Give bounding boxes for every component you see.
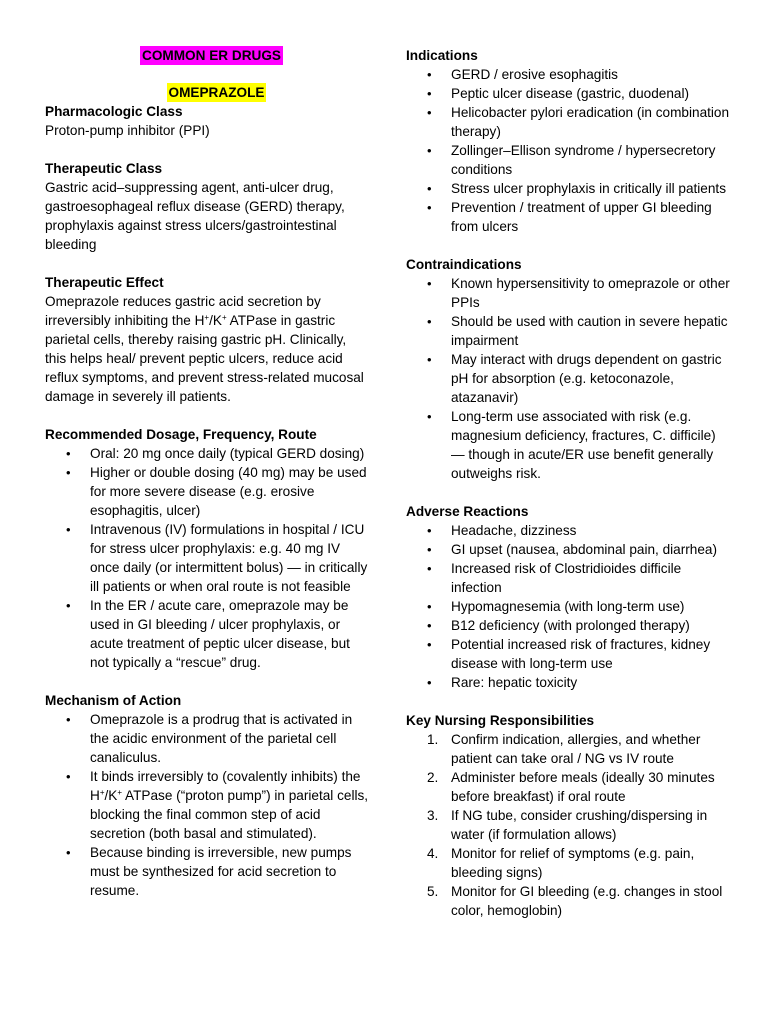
therapeutic-class-heading: Therapeutic Class	[45, 161, 163, 176]
list-number: 1.	[427, 732, 439, 747]
superscript-plus: +	[204, 313, 210, 322]
list-item: • Because binding is irreversible, new pumps must be synthesized for acid secretion to resume.	[45, 843, 370, 900]
list-item: • Known hypersensitivity to omeprazole or other PPIs	[406, 274, 731, 312]
list-item: • In the ER / acute care, omeprazole may be used in GI bleeding / ulcer prophylaxis, or acute treatment of peptic ulcer disease, but not typically a “rescue” drug.	[45, 596, 370, 672]
list-item: • Zollinger–Ellison syndrome / hypersecretory conditions	[406, 141, 731, 179]
mechanism-item2-a: It binds irreversibly to (covalently inhibits) the H	[90, 769, 361, 803]
list-number: 2.	[427, 770, 439, 785]
list-item: • Should be used with caution in severe hepatic impairment	[406, 312, 731, 350]
list-item	[406, 768, 731, 806]
list-item: • Headache, dizziness	[406, 521, 731, 540]
left-column	[45, 46, 370, 900]
list-item	[45, 767, 370, 843]
therapeutic-effect-text-c: ATPase in gastric parietal cells, thereby raising gastric pH. Clinically, this helps heal/ prevent peptic ulcers, reduce acid reflux symptoms, and prevent stress-related mucosal damage in severely ill patients.	[45, 313, 364, 404]
dosage-list	[45, 444, 370, 672]
pharmacologic-class-heading: Pharmacologic Class	[45, 104, 183, 119]
mechanism-item2-b: /K	[104, 788, 118, 803]
section-dosage	[45, 425, 370, 672]
adverse-reactions-heading: Adverse Reactions	[406, 504, 529, 519]
indications-heading: Indications	[406, 48, 478, 63]
drug-name: OMEPRAZOLE	[168, 85, 265, 100]
section-therapeutic-effect	[45, 273, 370, 406]
document-title: COMMON ER DRUGS	[142, 48, 281, 63]
list-item: • Increased risk of Clostridioides difficile infection	[406, 559, 731, 597]
section-therapeutic-class	[45, 159, 370, 254]
superscript-plus: +	[221, 313, 227, 322]
list-item: • Omeprazole is a prodrug that is activated in the acidic environment of the parietal cell canaliculus.	[45, 710, 370, 767]
list-item: • GI upset (nausea, abdominal pain, diarrhea)	[406, 540, 731, 559]
therapeutic-effect-text-a: Omeprazole reduces gastric acid secretion by irreversibly inhibiting the H	[45, 294, 321, 328]
section-contraindications	[406, 255, 731, 483]
right-column	[406, 46, 731, 920]
pharmacologic-class-text: Proton-pump inhibitor (PPI)	[45, 123, 210, 138]
therapeutic-effect-text	[45, 292, 370, 406]
list-item: • Hypomagnesemia (with long-term use)	[406, 597, 731, 616]
nursing-responsibilities-list	[406, 730, 731, 920]
superscript-plus: +	[99, 788, 105, 797]
section-adverse-reactions	[406, 502, 731, 692]
contraindications-heading: Contraindications	[406, 257, 522, 272]
drug-name-wrap	[45, 83, 370, 102]
indications-list	[406, 65, 731, 236]
list-item: • Stress ulcer prophylaxis in critically ill patients	[406, 179, 731, 198]
list-item	[406, 730, 731, 768]
list-item-text: Monitor for relief of symptoms (e.g. pain, bleeding signs)	[451, 846, 695, 880]
list-item: • Rare: hepatic toxicity	[406, 673, 731, 692]
section-pharmacologic-class	[45, 102, 370, 140]
list-item: • Prevention / treatment of upper GI bleeding from ulcers	[406, 198, 731, 236]
mechanism-heading: Mechanism of Action	[45, 693, 182, 708]
dosage-heading: Recommended Dosage, Frequency, Route	[45, 427, 317, 442]
list-item	[406, 882, 731, 920]
list-number: 4.	[427, 846, 439, 861]
nursing-responsibilities-heading: Key Nursing Responsibilities	[406, 713, 595, 728]
contraindications-list	[406, 274, 731, 483]
therapeutic-effect-heading: Therapeutic Effect	[45, 275, 164, 290]
mechanism-list	[45, 710, 370, 900]
mechanism-item2-c: ATPase (“proton pump”) in parietal cells, blocking the final common step of acid secretion (both basal and stimulated).	[90, 788, 369, 841]
list-number: 5.	[427, 884, 439, 899]
list-item: • May interact with drugs dependent on gastric pH for absorption (e.g. ketoconazole, atazanavir)	[406, 350, 731, 407]
section-nursing-responsibilities	[406, 711, 731, 920]
list-item	[406, 806, 731, 844]
list-item	[406, 844, 731, 882]
list-item: • Potential increased risk of fractures, kidney disease with long-term use	[406, 635, 731, 673]
list-item-text: Confirm indication, allergies, and whether patient can take oral / NG vs IV route	[451, 732, 701, 766]
list-item: • Long-term use associated with risk (e.g. magnesium deficiency, fractures, C. difficile) — though in acute/ER use benefit generally outweighs risk.	[406, 407, 731, 483]
list-item: • Helicobacter pylori eradication (in combination therapy)	[406, 103, 731, 141]
superscript-plus: +	[117, 788, 123, 797]
list-item: • GERD / erosive esophagitis	[406, 65, 731, 84]
section-indications	[406, 46, 731, 236]
list-item: • Intravenous (IV) formulations in hospital / ICU for stress ulcer prophylaxis: e.g. 40 mg IV once daily (or intermittent bolus) — in critically ill patients or when oral route is not feasible	[45, 520, 370, 596]
section-mechanism	[45, 691, 370, 900]
document-title-wrap	[45, 46, 370, 65]
adverse-reactions-list	[406, 521, 731, 692]
list-number: 3.	[427, 808, 439, 823]
therapeutic-class-text: Gastric acid–suppressing agent, anti-ulcer drug, gastroesophageal reflux disease (GERD) therapy, prophylaxis against stress ulcers/gastrointestinal bleeding	[45, 180, 345, 252]
list-item-text: Monitor for GI bleeding (e.g. changes in stool color, hemoglobin)	[451, 884, 723, 918]
list-item: • Higher or double dosing (40 mg) may be used for more severe disease (e.g. erosive esophagitis, ulcer)	[45, 463, 370, 520]
list-item: • Oral: 20 mg once daily (typical GERD dosing)	[45, 444, 370, 463]
list-item-text: If NG tube, consider crushing/dispersing in water (if formulation allows)	[451, 808, 708, 842]
list-item: • B12 deficiency (with prolonged therapy)	[406, 616, 731, 635]
list-item: • Peptic ulcer disease (gastric, duodenal)	[406, 84, 731, 103]
list-item-text: Administer before meals (ideally 30 minutes before breakfast) if oral route	[451, 770, 715, 804]
therapeutic-effect-text-b: /K	[209, 313, 222, 328]
